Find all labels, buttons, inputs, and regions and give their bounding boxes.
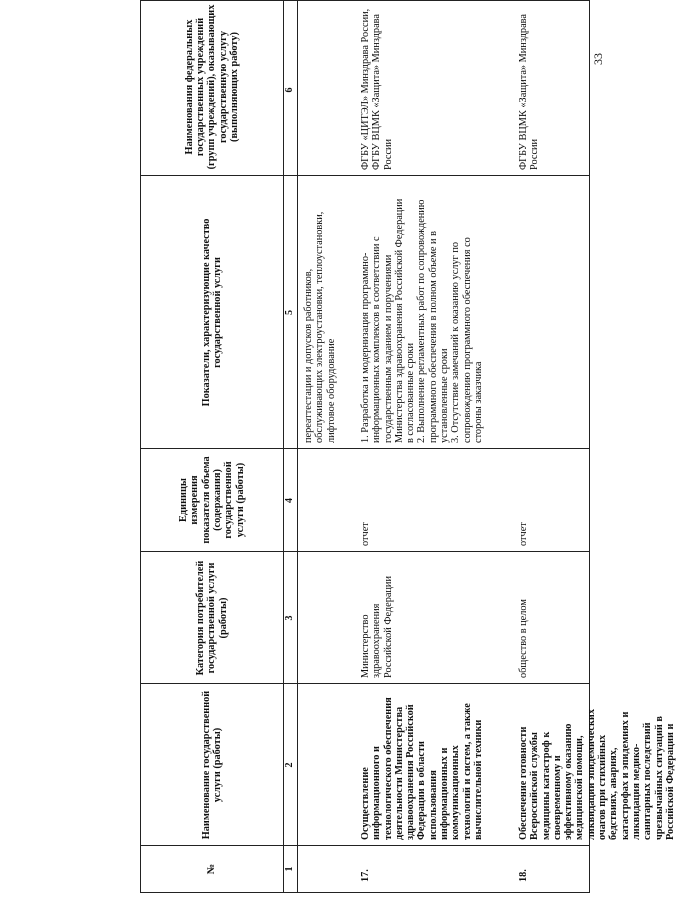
row-17-quality-item-3: 3. Отсутствие замечаний к оказанию услуг по сопровождению программного обеспечения со стороны заказчика — [450, 237, 484, 443]
header-institutions: Наименования федеральных государственных учреждений (групп учреждений), оказывающих государственную услугу (выполняющих работу) — [183, 4, 240, 170]
column-number-3: 3 — [284, 615, 295, 621]
row-17-quality-item-1: 1. Разработка и модернизация программно-информационных комплексов в соответствии с государственным заданием и поручениями Министерства здравоохранения Российской Федерации в согласованные сроки — [360, 198, 417, 443]
column-number-4: 4 — [284, 498, 295, 503]
row-18-category: общество в целом — [518, 599, 529, 678]
header-name: Наименование государственной услуги (работы) — [200, 690, 223, 840]
row-17-category: Министерство здравоохранения Российской Федерации — [360, 576, 394, 678]
row-18-unit: отчет — [518, 522, 529, 546]
header-category: Категория потребителей государственной услуги (работы) — [195, 560, 229, 676]
row-17-unit: отчет — [360, 522, 371, 546]
row-17-no: 17. — [360, 869, 371, 882]
row-17-institutions: ФГБУ «ЦИТЭЛ» Минздрава России, ФГБУ ВЦМК «Защита» Минздрава России — [360, 8, 394, 170]
column-number-2: 2 — [284, 762, 295, 768]
column-number-6: 6 — [284, 87, 295, 93]
column-number-1: 1 — [284, 866, 295, 872]
header-unit: Единицы измерения показателя объема (содержания) государственной услуги (работы) — [178, 456, 246, 544]
continuation-quality-text: переаттестации и допусков работников, обслуживающих электроустановки, теплоустановки, лифтовое оборудование — [303, 211, 337, 443]
column-number-5: 5 — [284, 310, 295, 315]
page-number: 33 — [591, 53, 605, 65]
header-quality: Показатели, характеризующие качество государственной услуги — [200, 218, 223, 407]
row-18-no: 18. — [518, 869, 529, 882]
row-18-name: Обеспечение готовности Всероссийской службы медицины катастроф к своевременному и эффективному оказанию медицинской помощи, ликвидации эпидемических очагов при стихийных бедствиях, авариях, катастрофах и эпидемиях и ликвидация медико-санитарных последствий чрезвычайных ситуаций в Российской Федерации и — [518, 709, 676, 840]
row-17-quality-item-2: 2. Выполнение регламентных работ по сопровождению программного обеспечения в полном объеме и в установленные сроки — [416, 199, 451, 443]
row-17-name: Осуществление информационного и технологического обеспечения деятельности Министерства здравоохранения Российской Федерации в области использования информационных и коммуникационных технологий и систем, а также вычислительной техники — [360, 697, 484, 840]
header-no: № — [206, 863, 218, 875]
row-17-quality — [360, 198, 484, 443]
row-18-institutions: ФГБУ ВЦМК «Защита» Минздрава России — [518, 14, 541, 170]
